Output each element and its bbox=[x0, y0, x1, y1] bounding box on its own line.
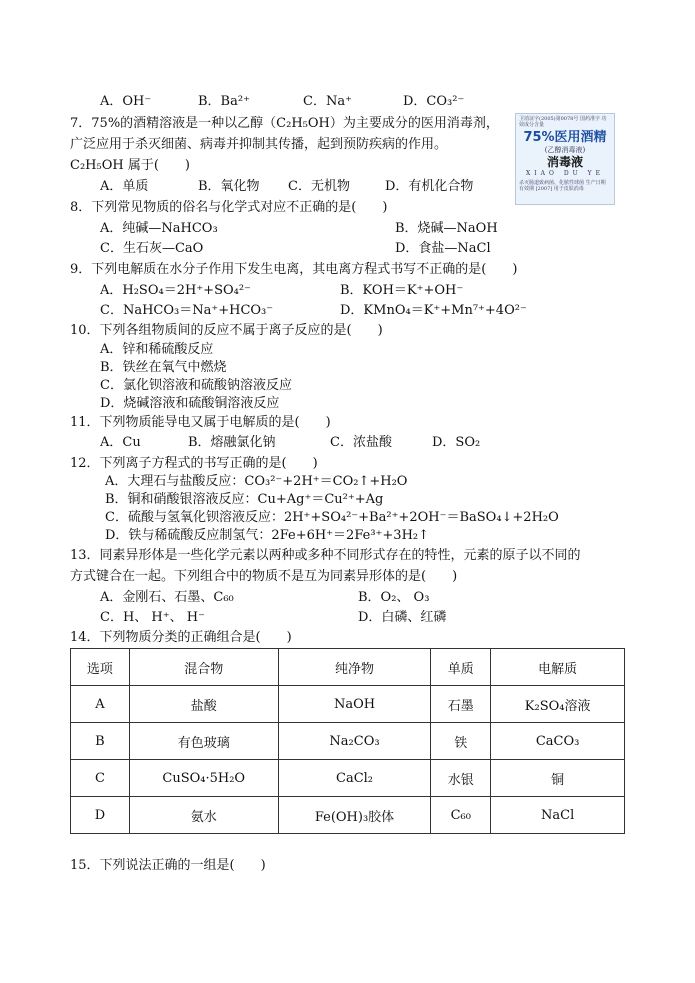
q9-option-a: A．H₂SO₄＝2H⁺+SO₄²⁻ bbox=[100, 283, 251, 298]
q7-stem-line1: 7．75%的酒精溶液是一种以乙醇（C₂H₅OH）为主要成分的医用消毒剂， bbox=[70, 116, 499, 131]
q12-option-c: C．硫酸与氢氧化钡溶液反应：2H⁺+SO₄²⁻+Ba²⁺+2OH⁻＝BaSO₄↓+2H₂O bbox=[105, 510, 559, 525]
table-cell: A bbox=[71, 686, 130, 723]
table-cell: 石墨 bbox=[431, 686, 491, 723]
label-title: 75%医用酒精 bbox=[523, 130, 607, 145]
q6-option-b: B．Ba²⁺ bbox=[198, 94, 250, 109]
table-cell: C₆₀ bbox=[431, 797, 491, 834]
q10-option-a: A．锌和稀硫酸反应 bbox=[100, 342, 214, 357]
q13-stem-line1: 13．同素异形体是一些化学元素以两种或多种不同形式存在的特性，元素的原子以不同的 bbox=[70, 548, 581, 563]
table-row bbox=[71, 723, 625, 760]
q7-option-d: D．有机化合物 bbox=[385, 179, 474, 194]
table-header-cell: 单质 bbox=[431, 649, 491, 686]
q7-option-c: C．无机物 bbox=[288, 179, 350, 194]
q11-option-b: B．熔融氯化钠 bbox=[188, 435, 276, 450]
table-header-cell: 电解质 bbox=[491, 649, 625, 686]
q13-stem-line2: 方式键合在一起。下列组合中的物质不是互为同素异形体的是( ) bbox=[70, 569, 458, 584]
table-row bbox=[71, 797, 625, 834]
q15-stem: 15．下列说法正确的一组是( ) bbox=[70, 858, 266, 873]
q10-option-d: D．烧碱溶液和硫酸铜溶液反应 bbox=[100, 396, 280, 411]
q13-option-a: A．金刚石、石墨、C₆₀ bbox=[100, 590, 234, 605]
table-cell: 氨水 bbox=[129, 797, 278, 834]
q12-option-a: A．大理石与盐酸反应：CO₃²⁻+2H⁺＝CO₂↑+H₂O bbox=[105, 474, 408, 489]
label-foot-text: 杀灭肠道致病菌、化脓性球菌 生产日期 有效期 [2007] 用于皮肤消毒 bbox=[519, 180, 606, 192]
q10-option-c: C．氯化钡溶液和硫酸钠溶液反应 bbox=[100, 378, 292, 393]
q7-option-b: B．氧化物 bbox=[198, 179, 260, 194]
table-cell: NaCl bbox=[491, 797, 625, 834]
label-pinyin: XIAO DU YE bbox=[526, 170, 604, 177]
table-cell: C bbox=[71, 760, 130, 797]
table-cell: CaCO₃ bbox=[491, 723, 625, 760]
q6-option-d: D．CO₃²⁻ bbox=[403, 94, 465, 109]
table-cell: K₂SO₄溶液 bbox=[491, 686, 625, 723]
label-subtitle: (乙醇消毒液) bbox=[544, 146, 586, 154]
table-cell: 盐酸 bbox=[129, 686, 278, 723]
q12-stem: 12．下列离子方程式的书写正确的是( ) bbox=[70, 456, 318, 471]
q11-option-d: D．SO₂ bbox=[432, 435, 481, 450]
q11-option-c: C．浓盐酸 bbox=[330, 435, 392, 450]
table-cell: Fe(OH)₃胶体 bbox=[278, 797, 431, 834]
q12-option-d: D．铁与稀硫酸反应制氢气：2Fe+6H⁺＝2Fe³⁺+3H₂↑ bbox=[105, 528, 430, 543]
table-cell: D bbox=[71, 797, 130, 834]
classification-table bbox=[70, 648, 625, 834]
table-cell: NaOH bbox=[278, 686, 431, 723]
table-cell: CaCl₂ bbox=[278, 760, 431, 797]
table-cell: 水银 bbox=[431, 760, 491, 797]
q8-option-d: D．食盐—NaCl bbox=[395, 241, 491, 256]
q12-option-b: B．铜和硝酸银溶液反应：Cu+Ag⁺＝Cu²⁺+Ag bbox=[105, 492, 384, 507]
table-cell: B bbox=[71, 723, 130, 760]
q9-option-d: D．KMnO₄＝K⁺+Mn⁷⁺+4O²⁻ bbox=[340, 303, 527, 318]
table-header-cell: 选项 bbox=[71, 649, 130, 686]
table-cell: CuSO₄·5H₂O bbox=[129, 760, 278, 797]
label-top-text: 卫消证字(2005)第0078号 国药准字 功效成分含量 bbox=[519, 116, 607, 128]
table-row bbox=[71, 686, 625, 723]
table-cell: Na₂CO₃ bbox=[278, 723, 431, 760]
q7-option-a: A．单质 bbox=[100, 179, 149, 194]
q6-option-a: A．OH⁻ bbox=[100, 94, 152, 109]
q8-option-c: C．生石灰—CaO bbox=[100, 241, 204, 256]
q10-stem: 10．下列各组物质间的反应不属于离子反应的是( ) bbox=[70, 323, 383, 338]
q8-option-b: B．烧碱—NaOH bbox=[395, 221, 498, 236]
q13-option-b: B．O₂、 O₃ bbox=[358, 590, 430, 605]
table-cell: 铁 bbox=[431, 723, 491, 760]
q11-stem: 11．下列物质能导电又属于电解质的是( ) bbox=[70, 415, 331, 430]
q11-option-a: A．Cu bbox=[100, 435, 141, 450]
table-cell: 铜 bbox=[491, 760, 625, 797]
q9-stem: 9．下列电解质在水分子作用下发生电离，其电离方程式书写不正确的是( ) bbox=[70, 262, 518, 277]
table-header-cell: 混合物 bbox=[129, 649, 278, 686]
table-header-cell: 纯净物 bbox=[278, 649, 431, 686]
q9-option-b: B．KOH＝K⁺+OH⁻ bbox=[340, 283, 464, 298]
q8-option-a: A．纯碱—NaHCO₃ bbox=[100, 221, 218, 236]
q8-stem: 8．下列常见物质的俗名与化学式对应不正确的是( ) bbox=[70, 200, 388, 215]
alcohol-label-image bbox=[515, 113, 615, 205]
table-header-row bbox=[71, 649, 625, 686]
q14-stem: 14．下列物质分类的正确组合是( ) bbox=[70, 630, 292, 645]
table-row bbox=[71, 760, 625, 797]
q13-option-d: D．白磷、红磷 bbox=[358, 610, 447, 625]
q10-option-b: B．铁丝在氧气中燃烧 bbox=[100, 360, 227, 375]
q9-option-c: C．NaHCO₃＝Na⁺+HCO₃⁻ bbox=[100, 303, 274, 318]
q7-stem-line2: 广泛应用于杀灭细菌、病毒并抑制其传播，起到预防疾病的作用。 bbox=[70, 137, 448, 152]
q7-stem-line3: C₂H₅OH 属于( ) bbox=[70, 158, 190, 173]
q6-option-c: C．Na⁺ bbox=[303, 94, 352, 109]
q13-option-c: C．H、 H⁺、 H⁻ bbox=[100, 610, 205, 625]
label-main: 消毒液 bbox=[546, 155, 583, 169]
table-cell: 有色玻璃 bbox=[129, 723, 278, 760]
